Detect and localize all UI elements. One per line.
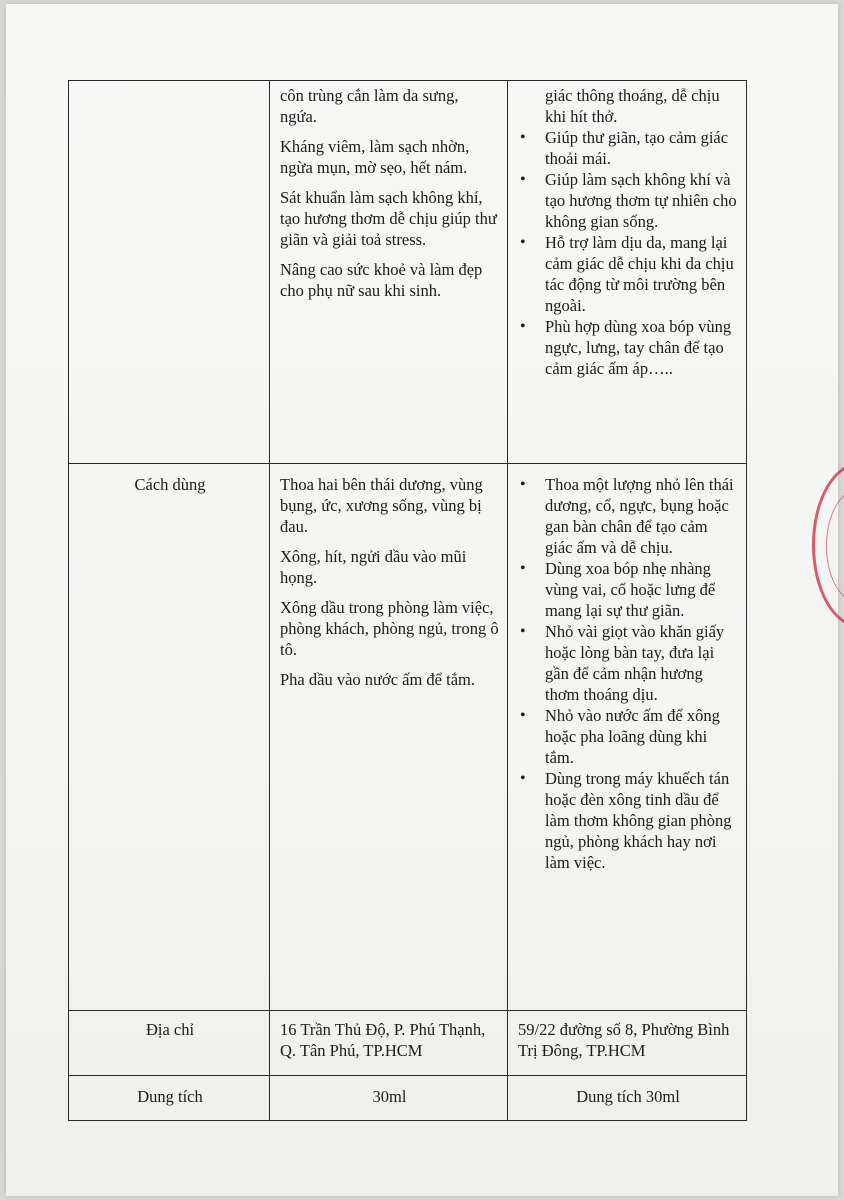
table-row bbox=[69, 1011, 747, 1076]
text-line: Thoa hai bên thái dương, vùng bụng, ức, xương sống, vùng bị đau. bbox=[280, 475, 483, 536]
text-line: Pha dầu vào nước ấm để tắm. bbox=[280, 670, 475, 689]
cell-col3 bbox=[508, 81, 747, 464]
text-line: Kháng viêm, làm sạch nhờn, ngừa mụn, mờ sẹo, hết nám. bbox=[280, 137, 470, 177]
text-line: Xông, hít, ngửi dầu vào mũi họng. bbox=[280, 547, 467, 587]
list-item: • Nhỏ vài giọt vào khăn giấy hoặc lòng bàn tay, đưa lại gần để cảm nhận hương thơm thoáng dịu. bbox=[545, 621, 738, 705]
bullet-list bbox=[518, 474, 738, 873]
continued-text: giác thông thoáng, dễ chịu khi hít thở. bbox=[545, 86, 720, 126]
table-row bbox=[69, 464, 747, 1011]
table-row bbox=[69, 1076, 747, 1121]
text-line: côn trùng cắn làm da sưng, ngứa. bbox=[280, 86, 459, 126]
comparison-table bbox=[68, 80, 747, 1121]
text-line: Xông dầu trong phòng làm việc, phòng khách, phòng ngủ, trong ô tô. bbox=[280, 598, 499, 659]
cell-col2 bbox=[270, 81, 508, 464]
cell-col2: 16 Trần Thủ Độ, P. Phú Thạnh, Q. Tân Phú, TP.HCM bbox=[270, 1011, 508, 1076]
row-label: Cách dùng bbox=[69, 464, 270, 1011]
list-item: • Thoa một lượng nhỏ lên thái dương, cổ, ngực, bụng hoặc gan bàn chân để tạo cảm giác ấm và dễ chịu. bbox=[545, 474, 738, 558]
cell-col2 bbox=[270, 464, 508, 1011]
list-item: • Giúp làm sạch không khí và tạo hương thơm tự nhiên cho không gian sống. bbox=[545, 169, 738, 232]
list-item: • Dùng trong máy khuếch tán hoặc đèn xông tinh dầu để làm thơm không gian phòng ngủ, phòng khách hay nơi làm việc. bbox=[545, 768, 738, 873]
text-line: Nâng cao sức khoẻ và làm đẹp cho phụ nữ sau khi sinh. bbox=[280, 260, 483, 300]
row-label: Dung tích bbox=[69, 1076, 270, 1121]
row-label bbox=[69, 81, 270, 464]
list-item: • Giúp thư giãn, tạo cảm giác thoải mái. bbox=[545, 127, 738, 169]
cell-col3 bbox=[508, 464, 747, 1011]
text-line: Sát khuẩn làm sạch không khí, tạo hương thơm dễ chịu giúp thư giãn và giải toả stress. bbox=[280, 188, 497, 249]
list-item: • Dùng xoa bóp nhẹ nhàng vùng vai, cổ hoặc lưng để mang lại sự thư giãn. bbox=[545, 558, 738, 621]
cell-col3: Dung tích 30ml bbox=[508, 1076, 747, 1121]
bullet-list bbox=[518, 127, 738, 379]
row-label: Địa chỉ bbox=[69, 1011, 270, 1076]
list-item: • Hỗ trợ làm dịu da, mang lại cảm giác dễ chịu khi da chịu tác động từ môi trường bên ngoài. bbox=[545, 232, 738, 316]
list-item: • Nhỏ vào nước ấm để xông hoặc pha loãng dùng khi tắm. bbox=[545, 705, 738, 768]
cell-col2: 30ml bbox=[270, 1076, 508, 1121]
cell-col3: 59/22 đường số 8, Phường Bình Trị Đông, TP.HCM bbox=[508, 1011, 747, 1076]
table-row bbox=[69, 81, 747, 464]
list-item: • Phù hợp dùng xoa bóp vùng ngực, lưng, tay chân để tạo cảm giác ấm áp….. bbox=[545, 316, 738, 379]
